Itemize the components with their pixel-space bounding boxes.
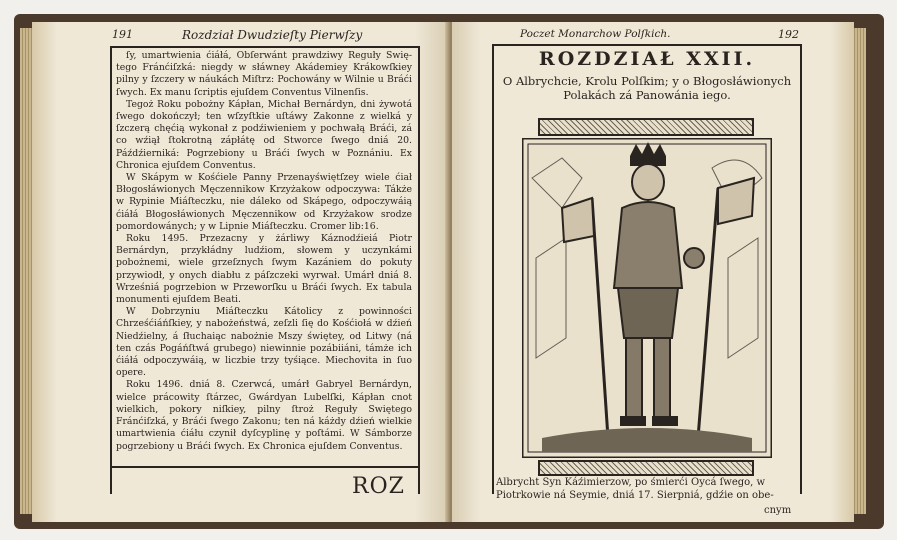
left-paragraph: W Skápym w Kośćiele Panny Przenayświętſzey wiele ćiał Błogosłáwionych Męczennikow Krzyżakow odpoczywa: Tákże w Rypinie Miáſteczku, nie dáleko od Skápego, odpoczywáią ćiáłá Błogosłáwionych Męczennikow od Krzyżakow srodze pomordowánych; y w Lipnie Miáſteczku. Cromer lib:16. (116, 172, 412, 232)
left-paragraph: Tegoż Roku pobożny Kápłan, Michał Bernárdyn, dni żywotá ſwego dokończył; ten wſzyſtkie uſtáwy Zakonne z wielká y ſzczerą chęćią wykonał z podźiwieniem y pochwałą Bráći, zá co wźiął ſtokrotną zápłátę od Stworce ſwego dniá 20. Páźdźierniká: Pogrzebiony u Bráći ſwych w Poznániu. Ex Chronica ejuſdem Conventus. (116, 98, 412, 171)
woodcut-king-illustration (522, 138, 772, 458)
right-running-head: Poczet Monarchow Polſkich. (520, 28, 671, 40)
ornament-bottom-border (538, 460, 754, 476)
left-running-head: Rozdział Dwudzieſty Pierwſzy (182, 28, 363, 42)
left-frame-right (418, 46, 420, 494)
left-frame-left (110, 46, 112, 494)
page-edges-right (852, 28, 866, 514)
left-text-block (116, 50, 412, 453)
chapter-subtitle: O Albrychcie, Krolu Polſkim; y o Błogosłáwionych Polakách zá Panowánia iego. (502, 74, 792, 102)
left-head-rule (110, 46, 420, 48)
left-paragraph: W Dobrzyniu Miáſteczku Kátolicy z powinności Chrześćiáńſkiey, y nabożeństwá, zeſzli ſię do Kośćiołá w dźień Niedźielny, á ſłuchaiąc nabożnie Mszy świętey, od Litwy (ná ten czás Pogáńſtwá grubego) niewinnie pozábiiáni, támże ich ćiáłá odpoczywáią, w liczbie trzy tyśiące. Miechovita in ſuo opere. (116, 306, 412, 379)
left-paragraph: ſy, umartwienia ćiáłá, Obſerwánt prawdziwy Reguły Swię- tego Fránćiſzká: niegdy w słáwney Akádemiey Krákowſkiey pilny y ſzczery w náukách Miſtrz: Pochowány w Wilnie u Bráći ſwych. Ex manu ſcriptis ejuſdem Conventus Vilnenſis. (116, 50, 412, 98)
left-paragraph: Roku 1496. dniá 8. Czerwcá, umárł Gabryel Bernárdyn, wielce prácowity ſtárzec, Gwárdyan Lubelſki, Kápłan cnot wielkich, pokory niſkiey, pilny ſtroż Reguły Swiętego Fránćiſzká, y Bráći ſwego Zakonu; ten ná káżdy dźień wielkie umartwienia ćiáłu czynił dyſcyplinę y poſtámi. W Sámborze pogrzebiony u Bráći ſwych. Ex Chronica ejuſdem Conventus. (116, 379, 412, 452)
left-page (32, 22, 448, 522)
left-foot-rule (110, 466, 420, 468)
ornament-top-border (538, 118, 754, 136)
right-page-number: 192 (778, 28, 799, 41)
right-head-rule (492, 44, 802, 46)
left-catchword: ROZ (352, 474, 405, 499)
right-frame-right (800, 44, 802, 494)
chapter-title: ROZDZIAŁ XXII. (538, 48, 756, 70)
right-catchword: cnym (764, 505, 792, 516)
right-page (452, 22, 854, 522)
caption-text: Albrycht Syn Káźimierzow, po śmierći Oycá ſwego, w Piotrkowie ná Seymie, dniá 17. Sierpniá, gdźie on obe- (496, 477, 774, 501)
right-frame-left (492, 44, 494, 494)
left-paragraph: Roku 1495. Przezacny y żárliwy Káznodźieiá Piotr Bernárdyn, przykłádny ludźiom, słowem y uczynkámi pobożnemi, wiele grzeſznych ſwym Kazániem do pokuty przywiodł, y onych diabłu z páſzczeki wyrwał. Umárł dniá 8. Wrześniá pogrzebion w Przeworſku u Bráći ſwych. Ex tabula monumenti ejuſdem Beati. (116, 233, 412, 306)
left-page-number: 191 (112, 28, 133, 41)
